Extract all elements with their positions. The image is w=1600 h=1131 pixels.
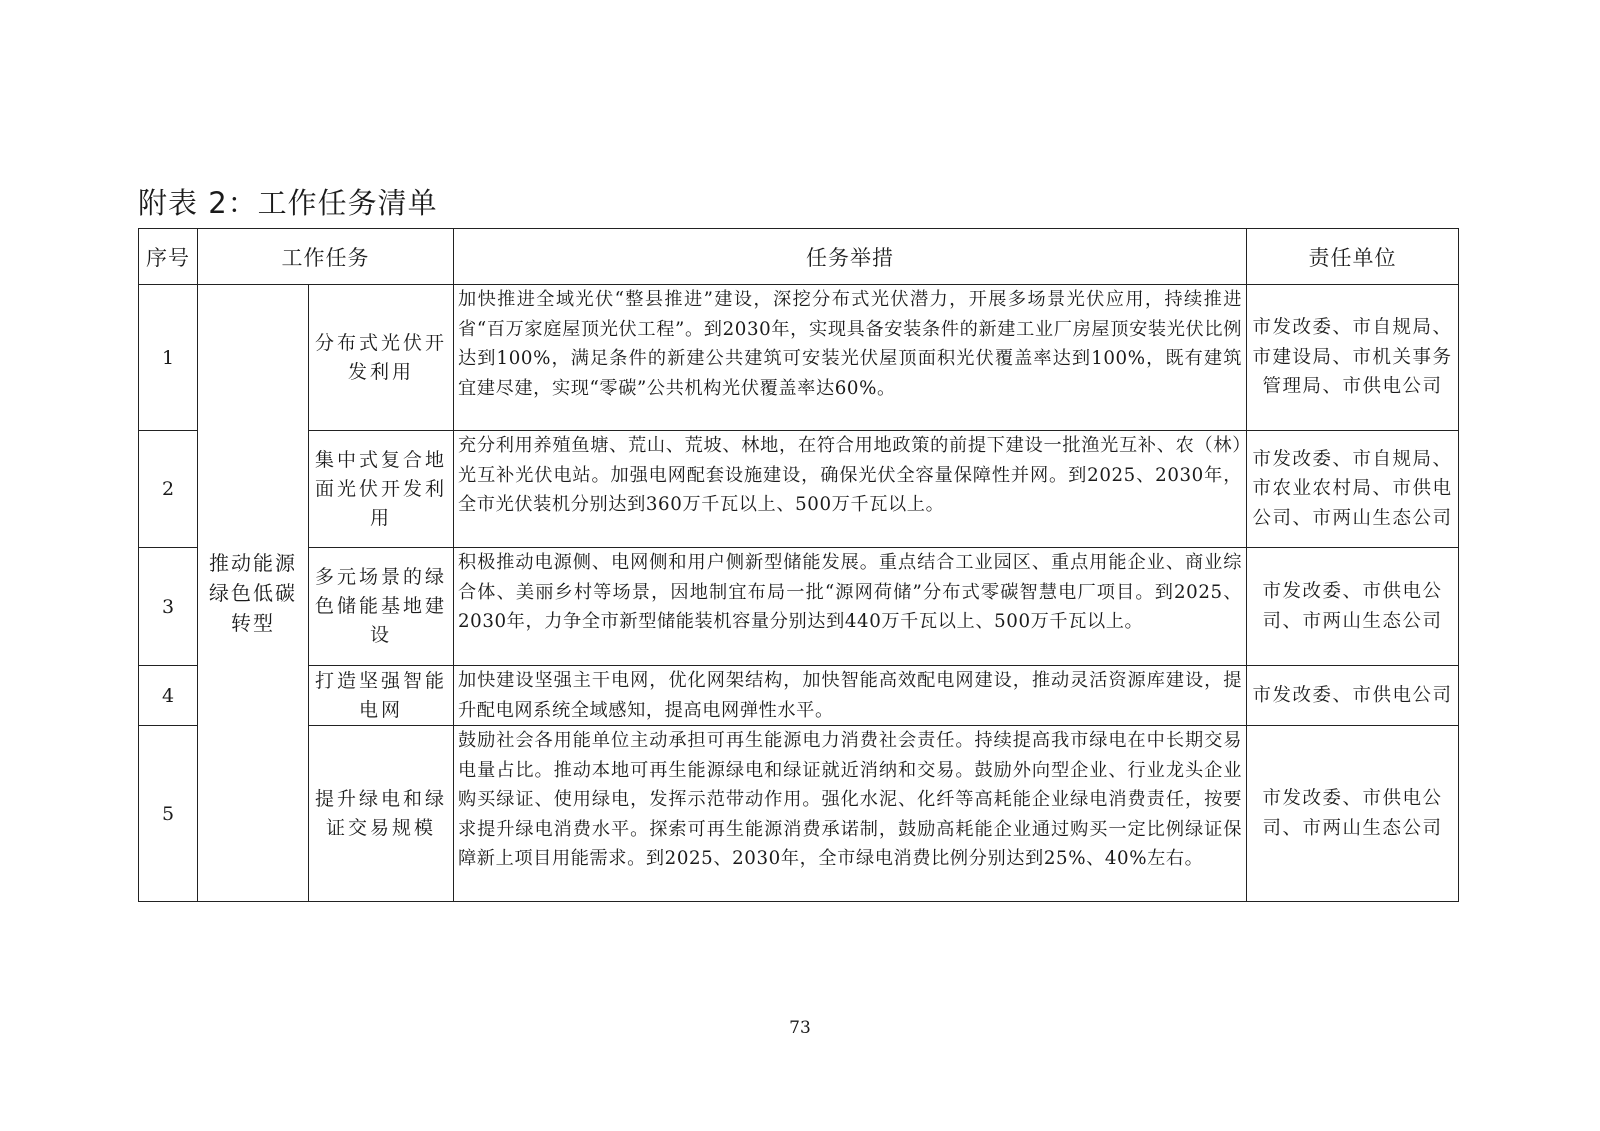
header-seq: 序号 bbox=[139, 229, 198, 285]
row-measures: 积极推动电源侧、电网侧和用户侧新型储能发展。重点结合工业园区、重点用能企业、商业综合体、美丽乡村等场景，因地制宜布局一批“源网荷储”分布式零碳智慧电厂项目。到2025、2030年，力争全市新型储能装机容量分别达到440万千瓦以上、500万千瓦以上。 bbox=[454, 548, 1247, 666]
row-measures: 鼓励社会各用能单位主动承担可再生能源电力消费社会责任。持续提高我市绿电在中长期交易电量占比。推动本地可再生能源绿电和绿证就近消纳和交易。鼓励外向型企业、行业龙头企业购买绿证、使用绿电，发挥示范带动作用。强化水泥、化纤等高耗能企业绿电消费责任，按要求提升绿电消费水平。探索可再生能源消费承诺制，鼓励高耗能企业通过购买一定比例绿证保障新上项目用能需求。到2025、2030年，全市绿电消费比例分别达到25%、40%左右。 bbox=[454, 726, 1247, 902]
row-responsible: 市发改委、市自规局、市农业农村局、市供电公司、市两山生态公司 bbox=[1247, 431, 1459, 548]
row-seq: 3 bbox=[139, 548, 198, 666]
row-measures: 加快建设坚强主干电网，优化网架结构，加快智能高效配电网建设，推动灵活资源库建设，提升配电网系统全域感知，提高电网弹性水平。 bbox=[454, 666, 1247, 726]
task-list-table bbox=[138, 228, 1459, 902]
header-task: 工作任务 bbox=[198, 229, 454, 285]
row-responsible: 市发改委、市供电公司、市两山生态公司 bbox=[1247, 548, 1459, 666]
page-number: 73 bbox=[789, 1018, 811, 1038]
row-task: 多元场景的绿色储能基地建设 bbox=[309, 548, 454, 666]
row-measures: 充分利用养殖鱼塘、荒山、荒坡、林地，在符合用地政策的前提下建设一批渔光互补、农（林）光互补光伏电站。加强电网配套设施建设，确保光伏全容量保障性并网。到2025、2030年，全市光伏装机分别达到360万千瓦以上、500万千瓦以上。 bbox=[454, 431, 1247, 548]
row-seq: 5 bbox=[139, 726, 198, 902]
row-seq: 1 bbox=[139, 285, 198, 431]
table-row bbox=[139, 726, 1459, 902]
row-seq: 2 bbox=[139, 431, 198, 548]
table-row bbox=[139, 285, 1459, 431]
table-row bbox=[139, 431, 1459, 548]
row-task: 集中式复合地面光伏开发利用 bbox=[309, 431, 454, 548]
row-task: 提升绿电和绿证交易规模 bbox=[309, 726, 454, 902]
header-measures: 任务举措 bbox=[454, 229, 1247, 285]
table-row bbox=[139, 666, 1459, 726]
row-responsible: 市发改委、市供电公司 bbox=[1247, 666, 1459, 726]
document-title: 附表 2：工作任务清单 bbox=[138, 186, 438, 220]
row-task: 打造坚强智能电网 bbox=[309, 666, 454, 726]
row-seq: 4 bbox=[139, 666, 198, 726]
table-header-row bbox=[139, 229, 1459, 285]
row-measures: 加快推进全域光伏“整县推进”建设，深挖分布式光伏潜力，开展多场景光伏应用，持续推进省“百万家庭屋顶光伏工程”。到2030年，实现具备安装条件的新建工业厂房屋顶安装光伏比例达到100%，满足条件的新建公共建筑可安装光伏屋顶面积光伏覆盖率达到100%，既有建筑宜建尽建，实现“零碳”公共机构光伏覆盖率达60%。 bbox=[454, 285, 1247, 431]
row-responsible: 市发改委、市供电公司、市两山生态公司 bbox=[1247, 726, 1459, 902]
row-task: 分布式光伏开发利用 bbox=[309, 285, 454, 431]
task-category: 推动能源绿色低碳转型 bbox=[198, 285, 309, 902]
row-responsible: 市发改委、市自规局、市建设局、市机关事务管理局、市供电公司 bbox=[1247, 285, 1459, 431]
table-row bbox=[139, 548, 1459, 666]
header-responsible: 责任单位 bbox=[1247, 229, 1459, 285]
